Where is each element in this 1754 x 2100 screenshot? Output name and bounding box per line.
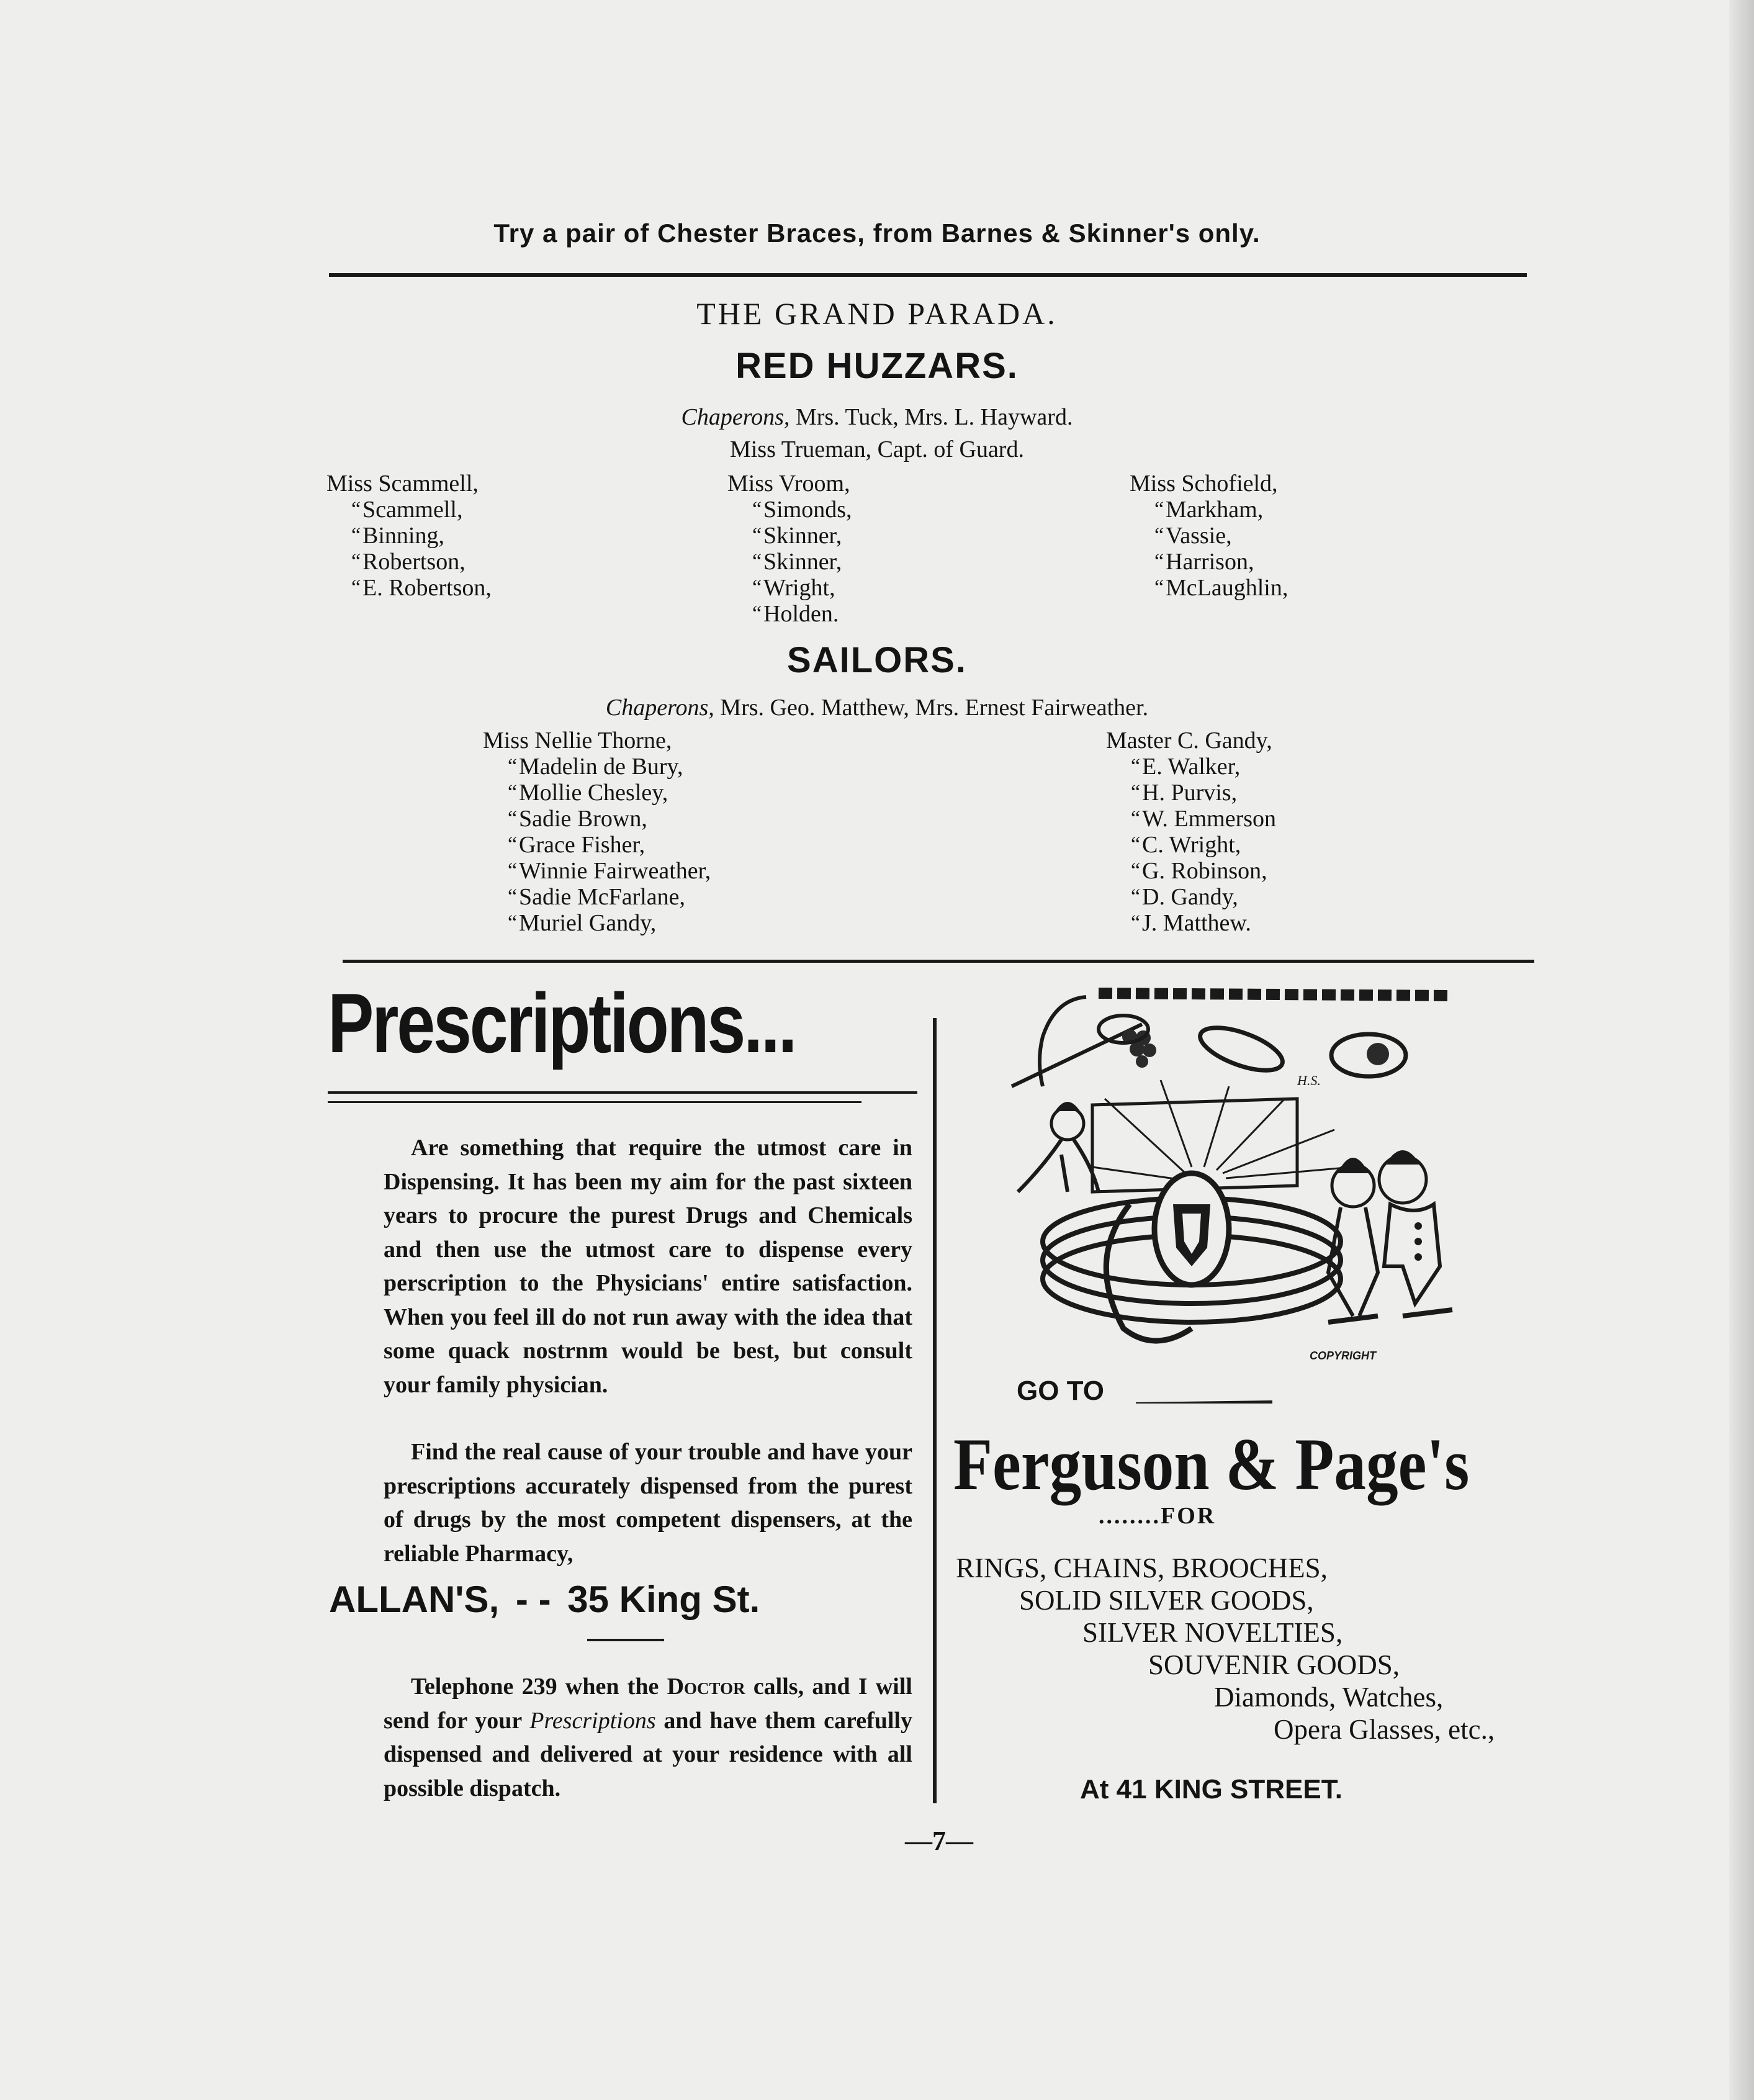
sailors-chaperons — [0, 694, 1754, 721]
member-name: Miss Scammell, — [326, 471, 479, 497]
member-name: “ Robertson, — [326, 549, 492, 575]
huzzars-column-2 — [727, 471, 852, 627]
sailors-column-1 — [483, 728, 711, 936]
top-advert-line: Try a pair of Chester Braces, from Barnes & Skinner's only. — [493, 219, 1261, 248]
sailors-column-2 — [1106, 728, 1276, 936]
member-name: “ D. Gandy, — [1106, 884, 1276, 910]
member-name: “ Wright, — [727, 575, 852, 601]
member-name: “ E. Robertson, — [326, 575, 492, 601]
for-label: ........FOR — [1099, 1503, 1217, 1529]
member-name: “ McLaughlin, — [1130, 575, 1288, 601]
program-title: THE GRAND PARADA. — [696, 296, 1058, 331]
goods-item: Opera Glasses, etc., — [1274, 1714, 1495, 1745]
member-name: Miss Vroom, — [727, 471, 850, 497]
chaperons-names: Mrs. Tuck, Mrs. L. Hayward. — [795, 404, 1073, 430]
tel-prescriptions: Prescriptions — [529, 1707, 656, 1734]
member-name: “ W. Emmerson — [1106, 806, 1276, 832]
member-name: “ Muriel Gandy, — [483, 910, 711, 936]
member-name: Miss Nellie Thorne, — [483, 728, 672, 754]
allans-store-dashes: - - — [515, 1579, 551, 1620]
jewelry-illustration — [1005, 981, 1514, 1378]
red-huzzars-heading: RED HUZZARS. — [735, 346, 1019, 386]
allans-store-address: 35 King St. — [567, 1579, 760, 1620]
member-name: Miss Schofield, — [1130, 471, 1278, 497]
go-to-label: GO TO — [1017, 1376, 1104, 1406]
chaperons-names: Mrs. Geo. Matthew, Mrs. Ernest Fairweather. — [720, 695, 1149, 721]
huzzars-column-3 — [1130, 471, 1288, 601]
goods-item: SOLID SILVER GOODS, — [1019, 1585, 1314, 1616]
allans-store-name: ALLAN'S, — [329, 1579, 500, 1620]
goods-item: SOUVENIR GOODS, — [1148, 1649, 1400, 1680]
allans-store-line — [329, 1578, 760, 1621]
chaperons-label: Chaperons, — [605, 695, 714, 721]
member-name: “ J. Matthew. — [1106, 910, 1276, 936]
store-underline — [587, 1639, 664, 1641]
member-name: “ Sadie Brown, — [483, 806, 711, 832]
ferguson-page-name: Ferguson & Page's — [953, 1423, 1470, 1505]
member-name: “ G. Robinson, — [1106, 858, 1276, 884]
tel-text: calls, and I will send for your — [384, 1674, 912, 1734]
headline-rule-2 — [328, 1101, 861, 1103]
red-huzzars-chaperons — [0, 403, 1754, 431]
member-name: “ C. Wright, — [1106, 832, 1276, 858]
member-name: “ Holden. — [727, 601, 852, 627]
member-name: “ Grace Fisher, — [483, 832, 711, 858]
member-name: “ Scammell, — [326, 497, 492, 523]
huzzars-column-1 — [326, 471, 492, 601]
illustration-mark: H.S. — [1297, 1073, 1321, 1088]
tel-doctor: Doctor — [667, 1674, 745, 1700]
sailors-heading: SAILORS. — [787, 640, 967, 680]
allans-paragraph-2: Find the real cause of your trouble and have your prescriptions accurately dispensed from the purest of drugs by the most competent dispensers, at the reliable Pharmacy, — [384, 1439, 912, 1567]
middle-rule — [343, 960, 1534, 963]
copyright-caption: COPYRIGHT — [1310, 1350, 1377, 1362]
member-name: “ Sadie McFarlane, — [483, 884, 711, 910]
page-number: —7— — [905, 1826, 973, 1856]
member-name: “ Vassie, — [1130, 523, 1288, 549]
member-name: “ Mollie Chesley, — [483, 780, 711, 806]
top-rule — [329, 273, 1527, 277]
ferguson-address: At 41 KING STREET. — [1080, 1774, 1342, 1805]
member-name: “ Winnie Fairweather, — [483, 858, 711, 884]
allans-paragraph-1: Are something that require the utmost care in Dispensing. It has been my aim for the past sixteen years to procure the purest Drugs and Chemicals and then use the utmost care to dispense every perscription to the Physicians' entire satisfaction. When you feel ill do not run away with the idea that some quack nostrnm would be best, but consult your family physician. — [384, 1135, 912, 1398]
headline-rule-1 — [328, 1091, 917, 1094]
member-name: “ Madelin de Bury, — [483, 754, 711, 780]
tel-text: Telephone 239 when the — [411, 1674, 667, 1700]
prescriptions-headline: Prescriptions... — [328, 976, 796, 1070]
goods-item: RINGS, CHAINS, BROOCHES, — [956, 1552, 1328, 1584]
column-separator — [933, 1018, 937, 1803]
member-name: “ E. Walker, — [1106, 754, 1276, 780]
member-name: Master C. Gandy, — [1106, 728, 1272, 754]
member-name: “ Skinner, — [727, 523, 852, 549]
allans-telephone-paragraph — [384, 1670, 912, 1805]
go-to-pointer — [1136, 1400, 1272, 1404]
member-name: “ H. Purvis, — [1106, 780, 1276, 806]
member-name: “ Binning, — [326, 523, 492, 549]
member-name: “ Simonds, — [727, 497, 852, 523]
member-name: “ Markham, — [1130, 497, 1288, 523]
chaperons-label: Chaperons, — [681, 404, 790, 430]
goods-item: SILVER NOVELTIES, — [1082, 1617, 1343, 1648]
member-name: “ Skinner, — [727, 549, 852, 575]
captain-of-guard: Miss Trueman, Capt. of Guard. — [730, 436, 1024, 462]
goods-item: Diamonds, Watches, — [1214, 1682, 1444, 1713]
tel-text: and have them carefully dispensed and delivered at your residence with all possible dispatch. — [384, 1707, 912, 1801]
member-name: “ Harrison, — [1130, 549, 1288, 575]
